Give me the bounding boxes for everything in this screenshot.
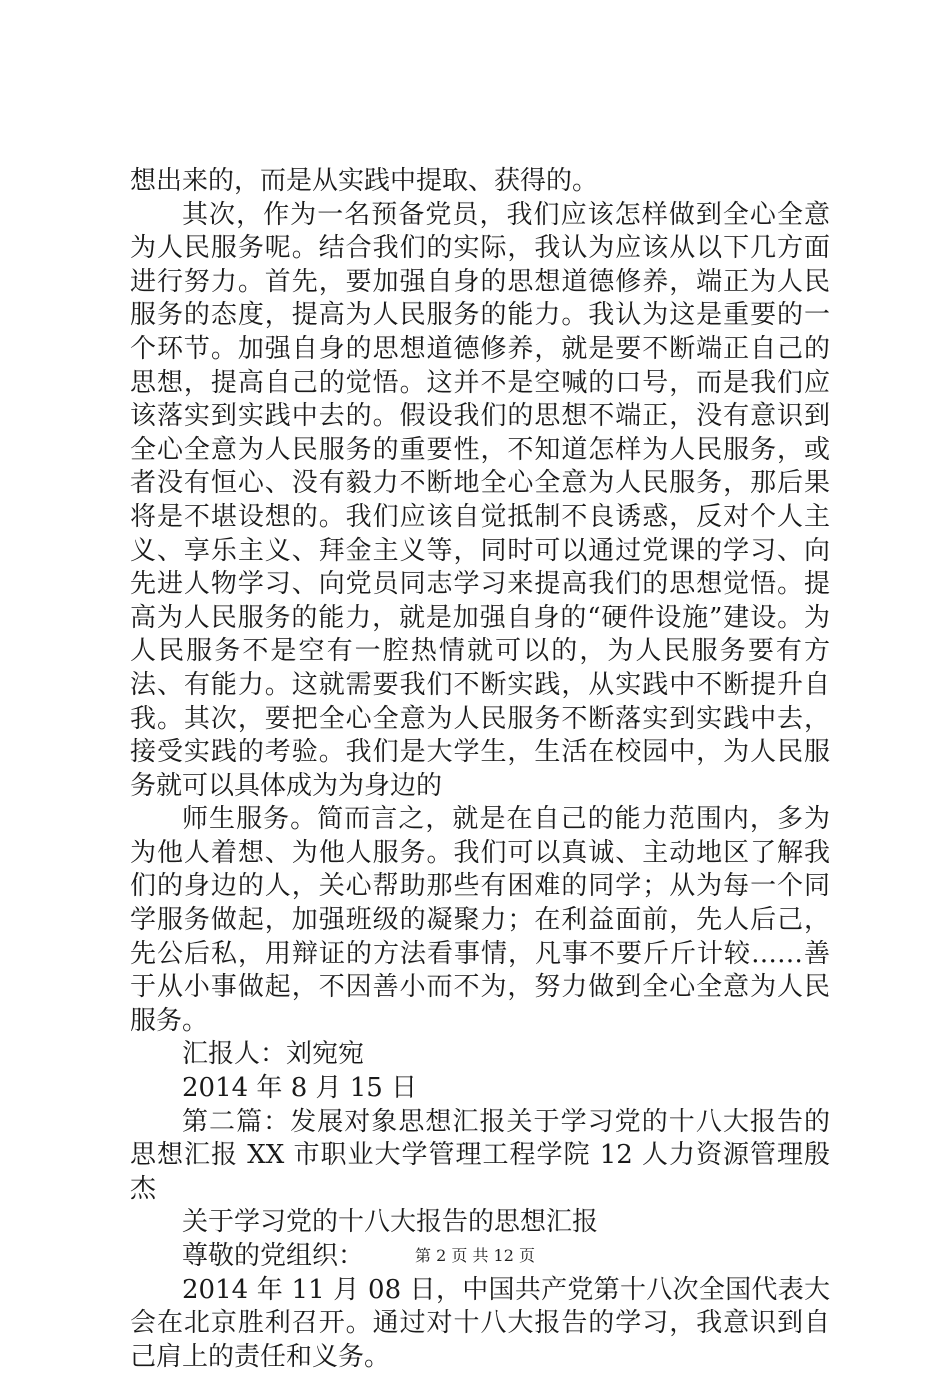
section-two-heading: 第二篇：发展对象思想汇报关于学习党的十八大报告的思想汇报 XX 市职业大学管理工程学院 12 人力资源管理殷杰 — [130, 1106, 830, 1204]
page-number-footer: 第 2 页 共 12 页 — [415, 1246, 535, 1265]
report-title: 关于学习党的十八大报告的思想汇报 — [182, 1207, 599, 1238]
report-date: 2014 年 8 月 15 日 — [182, 1073, 418, 1104]
paragraph-serve-teachers-students: 师生服务。简而言之，就是在自己的能力范围内，多为为他人着想、为他人服务。我们可以真诚、主动地区了解我们的身边的人，关心帮助那些有困难的同学；从为每一个同学服务做起，加强班级的凝聚力；在利益面前，先人后己，先公后私，用辩证的方法看事情，凡事不要斤斤计较……善于从小事做起，不因善小而不为，努力做到全心全意为人民服务。 — [130, 804, 830, 1036]
paragraph-congress-opening: 2014 年 11 月 08 日，中国共产党第十八次全国代表大会在北京胜利召开。通过对十八大报告的学习，我意识到自己肩上的责任和义务。 — [130, 1274, 830, 1372]
paragraph-continuation: 想出来的，而是从实践中提取、获得的。 — [130, 166, 599, 196]
salutation: 尊敬的党组织： — [182, 1241, 365, 1271]
reporter-signature: 汇报人：刘宛宛 — [182, 1039, 365, 1070]
paragraph-second-point: 其次，作为一名预备党员，我们应该怎样做到全心全意为人民服务呢。结合我们的实际，我认为应该从以下几方面进行努力。首先，要加强自身的思想道德修养，端正为人民服务的态度，提高为人民服务的能力。我认为这是重要的一个环节。加强自身的思想道德修养，就是要不断端正自己的思想，提高自己的觉悟。这并不是空喊的口号，而是我们应该落实到实践中去的。假设我们的思想不端正，没有意识到全心全意为人民服务的重要性，不知道怎样为人民服务，或者没有恒心、没有毅力不断地全心全意为人民服务，那后果将是不堪设想的。我们应该自觉抵制不良诱惑，反对个人主义、享乐主义、拜金主义等，同时可以通过党课的学习、向先进人物学习、向党员同志学习来提高我们的思想觉悟。提高为人民服务的能力，就是加强自身的“硬件设施”建设。为人民服务不是空有一腔热情就可以的，为人民服务要有方法、有能力。这就需要我们不断实践，从实践中不断提升自我。其次，要把全心全意为人民服务不断落实到实践中去，接受实践的考验。我们是大学生，生活在校园中，为人民服务就可以具体成为为身边的 — [130, 199, 830, 801]
document-body — [130, 165, 830, 1374]
